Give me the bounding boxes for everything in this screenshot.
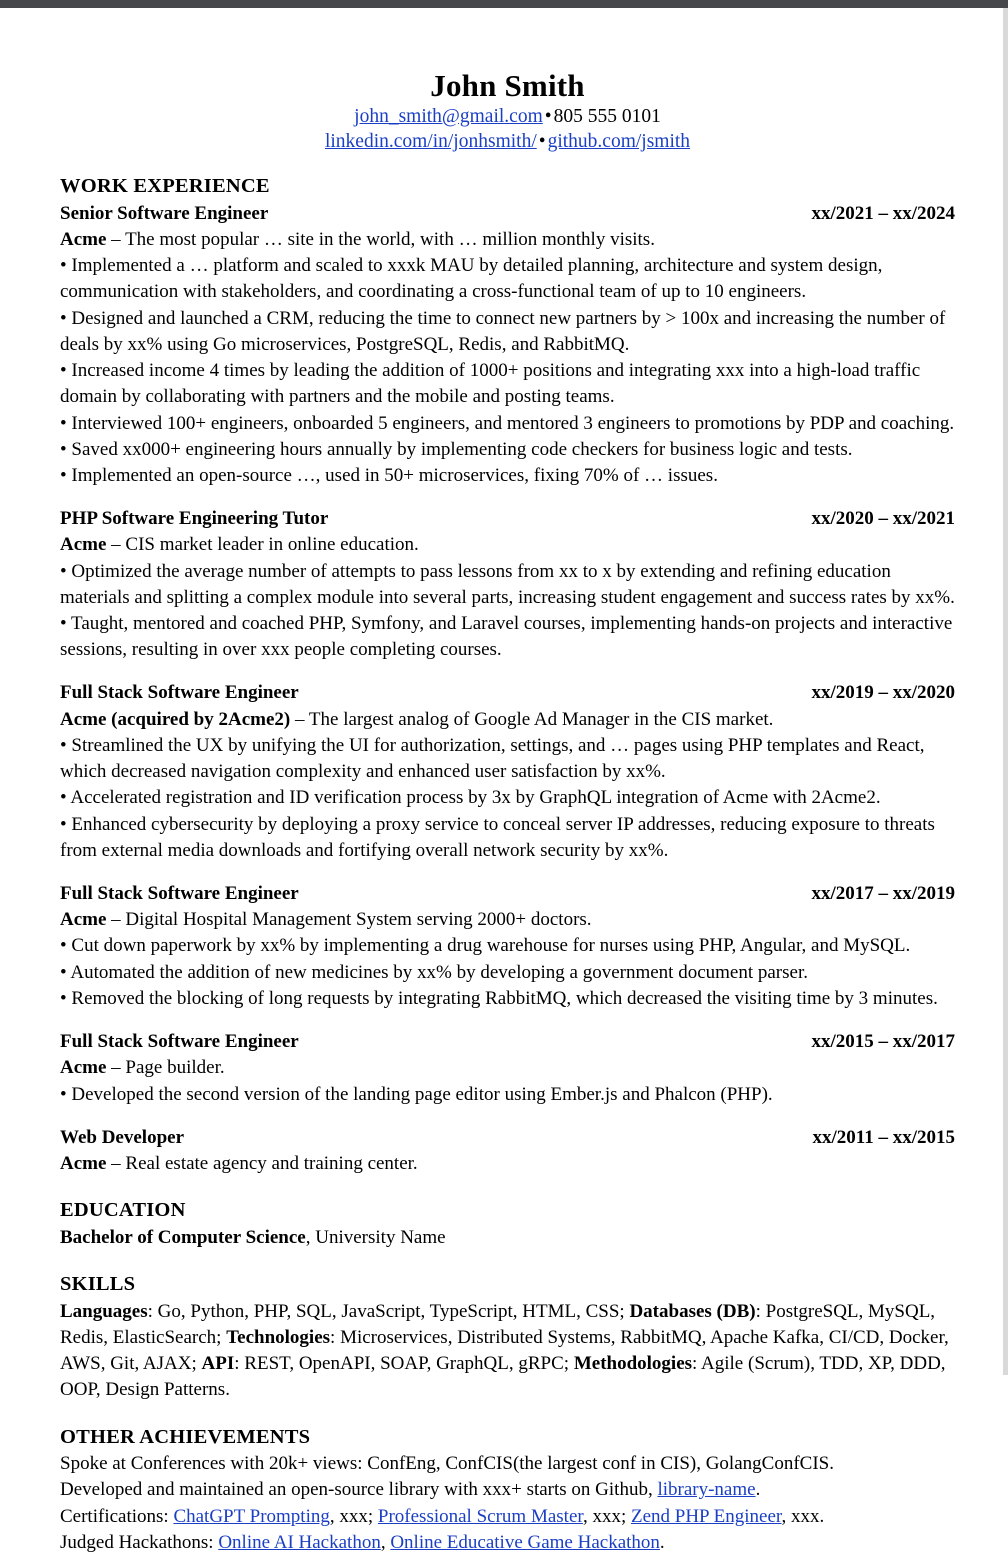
section-title-skills: SKILLS [60, 1273, 136, 1296]
company-description: – Page builder. [106, 1057, 225, 1079]
job-dates: xx/2017 – xx/2019 [811, 883, 955, 904]
university-name: , University Name [305, 1226, 446, 1248]
hackathon-suffix: . [659, 1531, 665, 1553]
skill-group-values: : Go, Python, PHP, SQL, JavaScript, TypeScript, HTML, CSS; [147, 1300, 630, 1322]
job-entry [60, 201, 955, 489]
job-header [60, 1029, 955, 1055]
company-description: – Digital Hospital Management System serving 2000+ doctors. [106, 909, 592, 931]
job-company [60, 707, 955, 733]
job-bullet: • Developed the second version of the landing page editor using Ember.js and Phalcon (PHP). [60, 1083, 773, 1105]
certification-2-suffix: , xxx; [582, 1505, 631, 1527]
job-title: PHP Software Engineering Tutor [60, 508, 329, 530]
job-bullet: • Optimized the average number of attempts to pass lessons from xx to x by extending and refining education materials and splitting a complex module into several parts, increasing student engagement and success rates by xx%. [60, 560, 955, 608]
page-right-edge [1003, 8, 1008, 1375]
job-company [60, 1151, 955, 1177]
skill-group-label: Methodologies [573, 1353, 693, 1375]
job-company [60, 227, 955, 253]
achievement-hackathons [60, 1530, 955, 1556]
section-title-education: EDUCATION [60, 1199, 186, 1222]
job-company [60, 907, 955, 933]
job-dates: xx/2021 – xx/2024 [811, 202, 955, 224]
contact-separator: • [544, 105, 552, 127]
job-header [60, 1125, 955, 1151]
job-header [60, 680, 955, 706]
job-dates: xx/2015 – xx/2017 [811, 1031, 955, 1053]
job-entry [60, 1125, 955, 1177]
job-bullet: • Automated the addition of new medicines by xx% by developing a government document parser. [60, 961, 808, 983]
job-dates: xx/2011 – xx/2015 [812, 1126, 955, 1148]
contact-separator-2: • [538, 131, 546, 153]
company-name: Acme [60, 534, 107, 556]
job-dates: xx/2019 – xx/2020 [811, 682, 955, 704]
job-entry [60, 1029, 955, 1108]
skill-group-label: API [201, 1353, 235, 1375]
github-link[interactable]: github.com/jsmith [547, 131, 691, 153]
section-achievements [60, 1424, 955, 1556]
job-bullet: • Implemented a … platform and scaled to xxxk MAU by detailed planning, architecture and system design, communication with stakeholders, and coordinating a cross-functional team of up to 10 engineers. [60, 255, 883, 303]
job-bullet: • Removed the blocking of long requests by integrating RabbitMQ, which decreased the visiting time by 3 minutes. [60, 987, 938, 1009]
hackathon-link-online-ai-hackathon[interactable]: Online AI Hackathon [218, 1531, 381, 1553]
resume-header [60, 8, 955, 155]
job-dates: xx/2020 – xx/2021 [811, 508, 955, 530]
skill-group-label: Databases (DB) [629, 1300, 756, 1322]
section-skills [60, 1271, 955, 1404]
certification-link-professional-scrum-master[interactable]: Professional Scrum Master [377, 1505, 583, 1527]
certification-3-suffix: , xxx. [781, 1505, 825, 1527]
hackathon-link-online-educative-game-hackathon[interactable]: Online Educative Game Hackathon [390, 1531, 660, 1553]
job-bullet: • Accelerated registration and ID verification process by 3x by GraphQL integration of Acme with 2Acme2. [60, 787, 881, 809]
contact-line-2 [60, 129, 955, 155]
window-top-bar [0, 0, 1008, 8]
job-entry [60, 881, 955, 1012]
company-description: – The most popular … site in the world, with … million monthly visits. [106, 228, 655, 250]
phone-number: 805 555 0101 [553, 105, 661, 127]
company-name: Acme [60, 228, 107, 250]
job-bullet: • Taught, mentored and coached PHP, Symfony, and Laravel courses, implementing hands-on projects and interactive sessions, resulting in over xxx people completing courses. [60, 613, 953, 661]
hackathons-label: Judged Hackathons: [60, 1531, 219, 1553]
job-header [60, 201, 955, 227]
achievement-library [60, 1477, 955, 1503]
section-title-achievements: OTHER ACHIEVEMENTS [60, 1425, 311, 1448]
hackathon-separator: , [380, 1531, 391, 1553]
achievement-certifications [60, 1504, 955, 1530]
library-text-post: . [755, 1479, 761, 1501]
job-company [60, 1055, 955, 1081]
job-bullet: • Interviewed 100+ engineers, onboarded 5 engineers, and mentored 3 engineers to promotions by PDP and coaching. [60, 412, 955, 434]
achievement-conferences: Spoke at Conferences with 20k+ views: ConfEng, ConfCIS(the largest conf in CIS), GolangConfCIS. [60, 1453, 834, 1475]
section-education [60, 1197, 955, 1251]
job-company [60, 532, 955, 558]
job-bullet: • Streamlined the UX by unifying the UI for authorization, settings, and … pages using PHP templates and React, which decreased navigation complexity and enhanced user satisfaction by xx%. [60, 734, 925, 783]
job-entry [60, 506, 955, 663]
job-bullet: • Cut down paperwork by xx% by implementing a drug warehouse for nurses using PHP, Angular, and MySQL. [60, 935, 911, 957]
job-bullet: • Enhanced cybersecurity by deploying a proxy service to conceal server IP addresses, reducing exposure to threats from external media downloads and fortifying overall network security by xx%. [60, 813, 935, 861]
job-header [60, 881, 955, 907]
skill-group-values: : Agile (Scrum), TDD, XP, DDD, OOP, Design Patterns. [60, 1353, 946, 1401]
job-bullet: • Designed and launched a CRM, reducing the time to connect new partners by > 100x and increasing the number of deals by xx% using Go microservices, PostgreSQL, Redis, and RabbitMQ. [60, 307, 946, 355]
company-description: – The largest analog of Google Ad Manager in the CIS market. [290, 708, 774, 730]
section-title-work: WORK EXPERIENCE [60, 175, 270, 198]
degree-name: Bachelor of Computer Science [60, 1226, 306, 1248]
job-title: Full Stack Software Engineer [60, 1031, 299, 1053]
company-name: Acme [60, 909, 107, 931]
job-title: Senior Software Engineer [60, 202, 269, 224]
job-list [60, 201, 955, 1177]
job-bullet: • Increased income 4 times by leading the addition of 1000+ positions and integrating xxx into a high-load traffic domain by collaborating with partners and the mobile and posting teams. [60, 360, 921, 408]
library-text-pre: Developed and maintained an open-source library with xxx+ starts on Github, [60, 1479, 658, 1501]
candidate-name: John Smith [430, 68, 585, 103]
job-bullet: • Saved xx000+ engineering hours annually by implementing code checkers for business logic and tests. [60, 438, 853, 460]
job-bullet: • Implemented an open-source …, used in 50+ microservices, fixing 70% of … issues. [60, 464, 718, 486]
job-title: Full Stack Software Engineer [60, 682, 299, 704]
email-link[interactable]: john_smith@gmail.com [354, 105, 543, 127]
education-entry [60, 1225, 955, 1251]
skill-group-label: Languages [60, 1300, 148, 1322]
resume-page [0, 8, 1003, 1553]
job-title: Web Developer [60, 1126, 185, 1148]
certifications-label: Certifications: [60, 1505, 174, 1527]
job-header [60, 506, 955, 532]
library-name-link[interactable]: library-name [657, 1479, 756, 1501]
company-description: – Real estate agency and training center. [106, 1152, 418, 1174]
section-work-experience [60, 173, 955, 1177]
skill-group-values: : REST, OpenAPI, SOAP, GraphQL, gRPC; [234, 1353, 574, 1375]
certification-link-zend-php-engineer[interactable]: Zend PHP Engineer [630, 1505, 782, 1527]
job-entry [60, 680, 955, 864]
skill-group-label: Technologies [226, 1326, 331, 1348]
linkedin-link[interactable]: linkedin.com/in/jonhsmith/ [324, 131, 537, 153]
company-name: Acme [60, 1152, 107, 1174]
certification-1-suffix: , xxx; [329, 1505, 378, 1527]
skill-group-values: : Microservices, Distributed Systems, RabbitMQ, Apache Kafka, CI/CD, Docker, AWS, Git, AJAX; [60, 1326, 949, 1375]
contact-line-1 [60, 104, 955, 130]
skill-group-values: : PostgreSQL, MySQL, Redis, ElasticSearch; [60, 1300, 936, 1348]
company-name: Acme (acquired by 2Acme2) [60, 708, 291, 730]
job-title: Full Stack Software Engineer [60, 883, 299, 904]
certification-link-chatgpt-prompting[interactable]: ChatGPT Prompting [173, 1505, 330, 1527]
company-name: Acme [60, 1057, 107, 1079]
skills-text [60, 1299, 955, 1404]
company-description: – CIS market leader in online education. [106, 534, 419, 556]
